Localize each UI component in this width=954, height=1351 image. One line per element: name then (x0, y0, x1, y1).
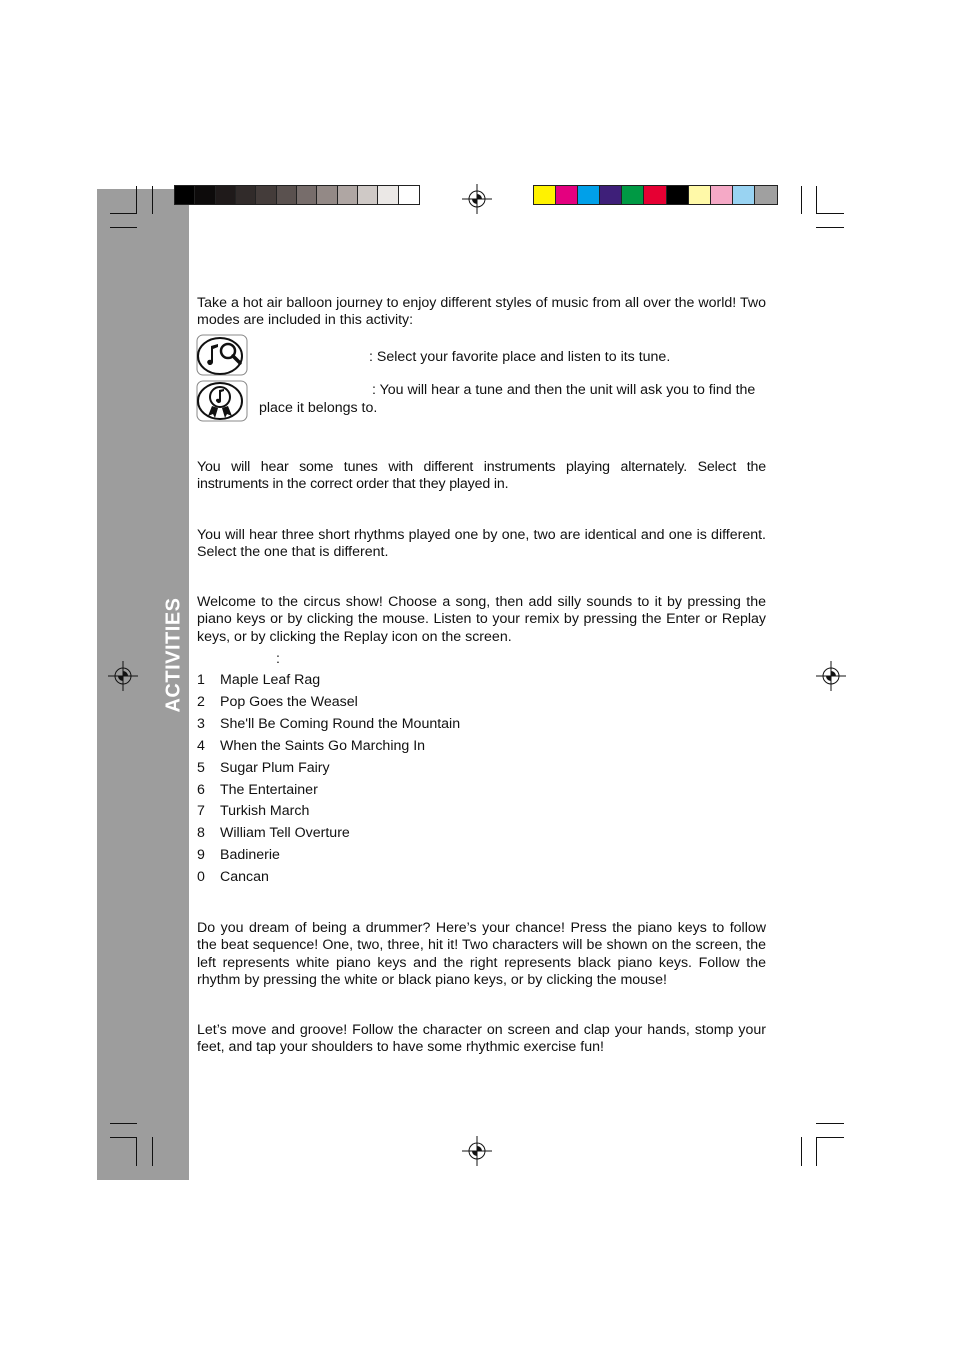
crop-mark (816, 186, 817, 214)
crop-mark (801, 186, 802, 214)
song-number: 3 (197, 715, 205, 732)
color-swatch (578, 186, 600, 204)
crop-mark (801, 1137, 802, 1166)
color-calibration-bar (533, 185, 778, 205)
song-number: 4 (197, 737, 205, 754)
color-swatch (277, 186, 297, 204)
color-swatch (358, 186, 378, 204)
song-list-item (197, 825, 350, 842)
song-title: Badinerie (220, 847, 280, 864)
color-swatch (317, 186, 337, 204)
color-swatch (622, 186, 644, 204)
rhythms-description: You will hear three short rhythms played one by one, two are identical and one is different. Select the one that is different. (197, 527, 766, 561)
crop-mark (152, 186, 153, 214)
crop-mark (110, 1123, 137, 1124)
song-number: 1 (197, 672, 205, 688)
song-number: 2 (197, 693, 205, 710)
crop-mark (816, 1137, 844, 1138)
song-list-item (197, 716, 460, 733)
mode1-description: : Select your favorite place and listen to its tune. (369, 349, 671, 365)
song-number: 8 (197, 825, 205, 842)
color-swatch (236, 186, 256, 204)
song-title: Sugar Plum Fairy (220, 759, 330, 776)
song-number: 5 (197, 759, 205, 776)
song-title: The Entertainer (220, 781, 318, 798)
song-list-colon: : (276, 651, 280, 667)
song-list-item (197, 738, 425, 755)
song-list-item (197, 869, 269, 886)
groove-description: Let’s move and groove! Follow the character on screen and clap your hands, stomp your feet, and tap your shoulders to have some rhythmic exercise fun! (197, 1022, 766, 1056)
grayscale-calibration-bar (174, 185, 420, 205)
crop-mark (136, 1137, 137, 1166)
color-swatch (600, 186, 622, 204)
color-swatch (534, 186, 556, 204)
crop-mark (152, 1137, 153, 1166)
color-swatch (175, 186, 195, 204)
crop-mark (110, 1137, 137, 1138)
song-list-item (197, 782, 318, 799)
crop-mark (816, 227, 844, 228)
crop-mark (110, 227, 137, 228)
color-swatch (689, 186, 711, 204)
song-number: 7 (197, 803, 205, 820)
registration-mark-icon (816, 661, 846, 691)
song-title: William Tell Overture (220, 825, 350, 842)
color-swatch (755, 186, 777, 204)
song-list-item (197, 760, 330, 777)
color-swatch (667, 186, 689, 204)
registration-mark-icon (462, 184, 492, 214)
side-tab-label: ACTIVITIES (162, 597, 185, 713)
color-swatch (378, 186, 398, 204)
song-title: Cancan (220, 869, 269, 886)
music-search-icon (196, 334, 248, 376)
song-list-item (197, 672, 320, 689)
crop-mark (816, 213, 844, 214)
song-list-item (197, 694, 358, 711)
color-swatch (195, 186, 215, 204)
song-title: Maple Leaf Rag (220, 672, 321, 688)
color-swatch (711, 186, 733, 204)
song-number: 0 (197, 869, 205, 886)
color-swatch (338, 186, 358, 204)
song-number: 9 (197, 847, 205, 864)
instruments-description: You will hear some tunes with different instruments playing alternately. Select the instruments in the correct order that they played in. (197, 459, 766, 493)
color-swatch (297, 186, 317, 204)
song-title: Turkish March (220, 803, 310, 820)
crop-mark (110, 213, 137, 214)
color-swatch (556, 186, 578, 204)
registration-mark-icon (108, 661, 138, 691)
balloon-intro: Take a hot air balloon journey to enjoy different styles of music from all over the world! Two modes are included in this activity: (197, 295, 766, 329)
color-swatch (256, 186, 276, 204)
song-list-item (197, 803, 309, 820)
color-swatch (216, 186, 236, 204)
circus-description: Welcome to the circus show! Choose a song, then add silly sounds to it by pressing the piano keys or by clicking the mouse. Listen to your remix by pressing the Enter or Replay keys, or by clicking the Replay icon on the screen. (197, 594, 766, 645)
crop-mark (816, 1123, 844, 1124)
song-title: She'll Be Coming Round the Mountain (220, 715, 461, 732)
mode2-description-continued: place it belongs to. (259, 400, 378, 416)
crop-mark (136, 186, 137, 214)
mode2-description: : You will hear a tune and then the unit will ask you to find the (372, 382, 756, 398)
song-number: 6 (197, 781, 205, 798)
music-medal-icon (196, 380, 248, 422)
drummer-description: Do you dream of being a drummer? Here’s your chance! Press the piano keys to follow the beat sequence! One, two, three, hit it! Two characters will be shown on the screen, the left represents white piano keys and the right represents black piano keys. Follow the rhythm by pressing the white or black piano keys, or by clicking the mouse! (197, 920, 766, 988)
color-swatch (399, 186, 419, 204)
song-list-item (197, 847, 280, 864)
song-title: Pop Goes the Weasel (220, 693, 358, 710)
color-swatch (644, 186, 666, 204)
song-title: When the Saints Go Marching In (220, 737, 426, 754)
registration-mark-icon (462, 1136, 492, 1166)
crop-mark (816, 1137, 817, 1166)
color-swatch (733, 186, 755, 204)
